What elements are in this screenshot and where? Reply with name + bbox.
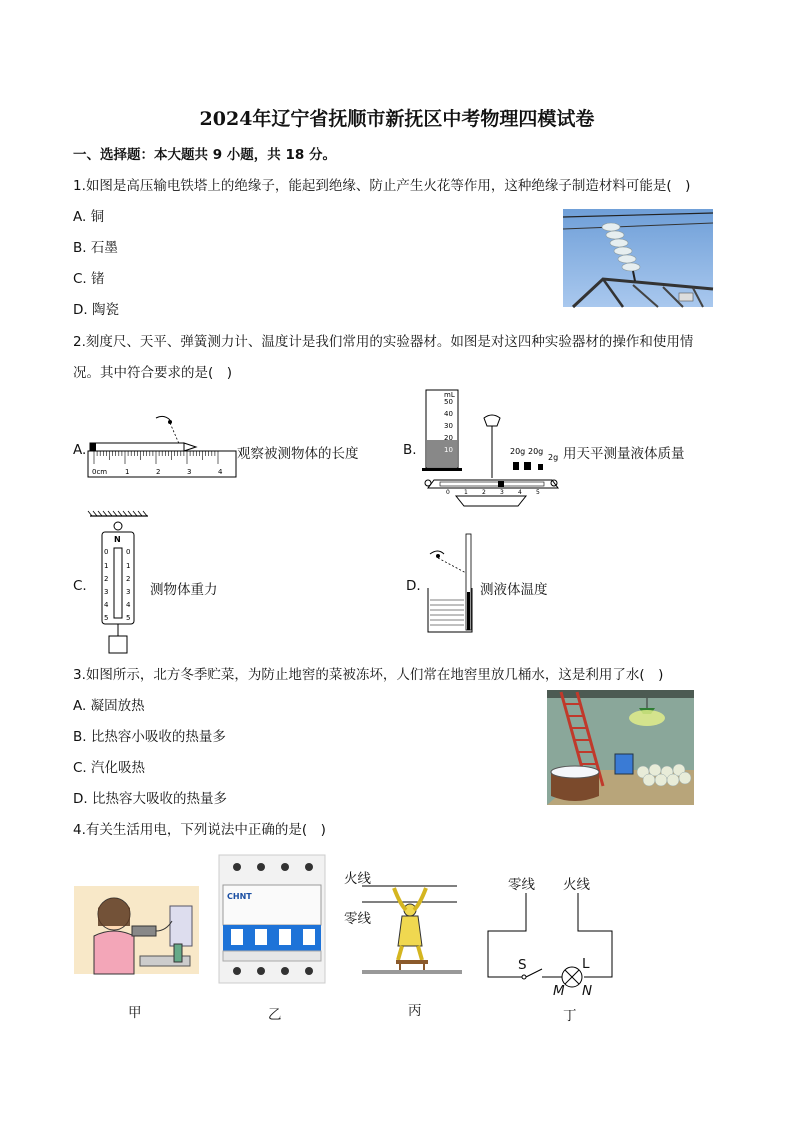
- question-2-stem-line1: 2.刻度尺、天平、弹簧测力计、温度计是我们常用的实验器材。如图是对这四种实验器材的操作和使用情: [73, 334, 694, 350]
- question-1-option-d[interactable]: D. 陶瓷: [73, 302, 119, 318]
- option-d-text: 测液体温度: [480, 582, 548, 598]
- weight-label-1: 20g: [528, 447, 544, 456]
- caption-ding: 丁: [563, 1008, 577, 1024]
- bing-zero-label: 零线: [344, 911, 371, 927]
- spring-mark-left-2: 2: [104, 575, 109, 583]
- weight-label-2: 2g: [548, 453, 559, 462]
- bing-fire-label: 火线: [344, 871, 371, 887]
- ding-n-label: N: [582, 983, 593, 999]
- section-heading: 一、选择题：本大题共 9 小题，共 18 分。: [73, 147, 336, 163]
- caption-jia: 甲: [128, 1005, 142, 1021]
- ruler-tick-1: 1: [125, 468, 130, 476]
- cylinder-mark-2: 40: [444, 410, 453, 418]
- ding-zero-label: 零线: [508, 877, 535, 893]
- option-c-text: 测物体重力: [150, 582, 218, 598]
- question-4-stem: 4.有关生活用电，下列说法中正确的是( ): [73, 822, 326, 838]
- cylinder-mark-5: 10: [444, 446, 453, 454]
- spring-mark-right-3: 3: [126, 588, 131, 596]
- option-c-label[interactable]: C.: [73, 578, 87, 594]
- caption-yi: 乙: [268, 1007, 282, 1023]
- ruler-tick-3: 3: [187, 468, 192, 476]
- option-b-text: 用天平测量液体质量: [563, 446, 685, 462]
- breaker-brand: CHNT: [227, 892, 252, 901]
- question-1-stem: 1.如图是高压输电铁塔上的绝缘子，能起到绝缘、防止产生火花等作用，这种绝缘子制造材料可能是( ): [73, 178, 691, 194]
- page-title: 2024年辽宁省抚顺市新抚区中考物理四模试卷: [199, 108, 595, 130]
- balance-scale-5: 5: [536, 489, 540, 496]
- spring-mark-right-2: 2: [126, 575, 131, 583]
- ruler-tick-4: 4: [218, 468, 223, 476]
- question-3-option-b[interactable]: B. 比热容小吸收的热量多: [73, 729, 226, 745]
- insulator-photo: [563, 209, 713, 307]
- cylinder-mark-3: 30: [444, 422, 453, 430]
- weight-label-0: 20g: [510, 447, 526, 456]
- ding-l-label: L: [582, 956, 590, 972]
- spring-mark-right-4: 4: [126, 601, 131, 609]
- question-2-stem-line2: 况。其中符合要求的是( ): [73, 365, 233, 381]
- balance-scale-0: 0: [446, 489, 450, 496]
- ruler-tick-2: 2: [156, 468, 161, 476]
- spring-mark-right-1: 1: [126, 562, 131, 570]
- ding-m-label: M: [553, 983, 565, 999]
- question-3-option-c[interactable]: C. 汽化吸热: [73, 760, 146, 776]
- spring-mark-right-0: 0: [126, 548, 131, 556]
- spring-mark-left-0: 0: [104, 548, 109, 556]
- balance-figure: [420, 388, 562, 510]
- ruler-figure: [86, 414, 238, 480]
- cylinder-mark-0: mL: [444, 391, 455, 399]
- question-1-option-b[interactable]: B. 石墨: [73, 240, 118, 256]
- circuit-diagram: [486, 893, 616, 979]
- balance-scale-2: 2: [482, 489, 486, 496]
- option-a-text: 观察被测物体的长度: [237, 446, 359, 462]
- option-d-label[interactable]: D.: [406, 578, 421, 594]
- question-3-stem: 3.如图所示，北方冬季贮菜，为防止地窖的菜被冻坏，人们常在地窖里放几桶水，这是利用了水( ): [73, 667, 664, 683]
- spring-mark-left-5: 5: [104, 614, 109, 622]
- balance-scale-4: 4: [518, 489, 522, 496]
- spring-scale-figure: [88, 510, 150, 656]
- spring-mark-left-4: 4: [104, 601, 109, 609]
- cylinder-mark-4: 20: [444, 434, 453, 442]
- circuit-breaker-photo: [219, 855, 325, 983]
- balance-scale-1: 1: [464, 489, 468, 496]
- cylinder-mark-1: 50: [444, 398, 453, 406]
- option-b-label[interactable]: B.: [403, 442, 417, 458]
- question-1-option-a[interactable]: A. 铜: [73, 209, 105, 225]
- spring-mark-right-5: 5: [126, 614, 131, 622]
- caption-bing: 丙: [408, 1003, 422, 1019]
- cellar-illustration: [547, 690, 694, 805]
- ding-fire-label: 火线: [563, 877, 590, 893]
- option-a-label[interactable]: A.: [73, 442, 87, 458]
- spring-mark-left-1: 1: [104, 562, 109, 570]
- balance-scale-3: 3: [500, 489, 504, 496]
- question-3-option-a[interactable]: A. 凝固放热: [73, 698, 145, 714]
- ding-s-label: S: [518, 957, 527, 973]
- question-3-option-d[interactable]: D. 比热容大吸收的热量多: [73, 791, 227, 807]
- spring-top-label: N: [114, 535, 121, 544]
- hairdryer-illustration: [74, 886, 199, 974]
- thermometer-figure: [424, 532, 480, 636]
- question-1-option-c[interactable]: C. 锗: [73, 271, 105, 287]
- person-wire-illustration: [362, 880, 462, 976]
- spring-mark-left-3: 3: [104, 588, 109, 596]
- ruler-tick-0: 0cm: [92, 468, 108, 476]
